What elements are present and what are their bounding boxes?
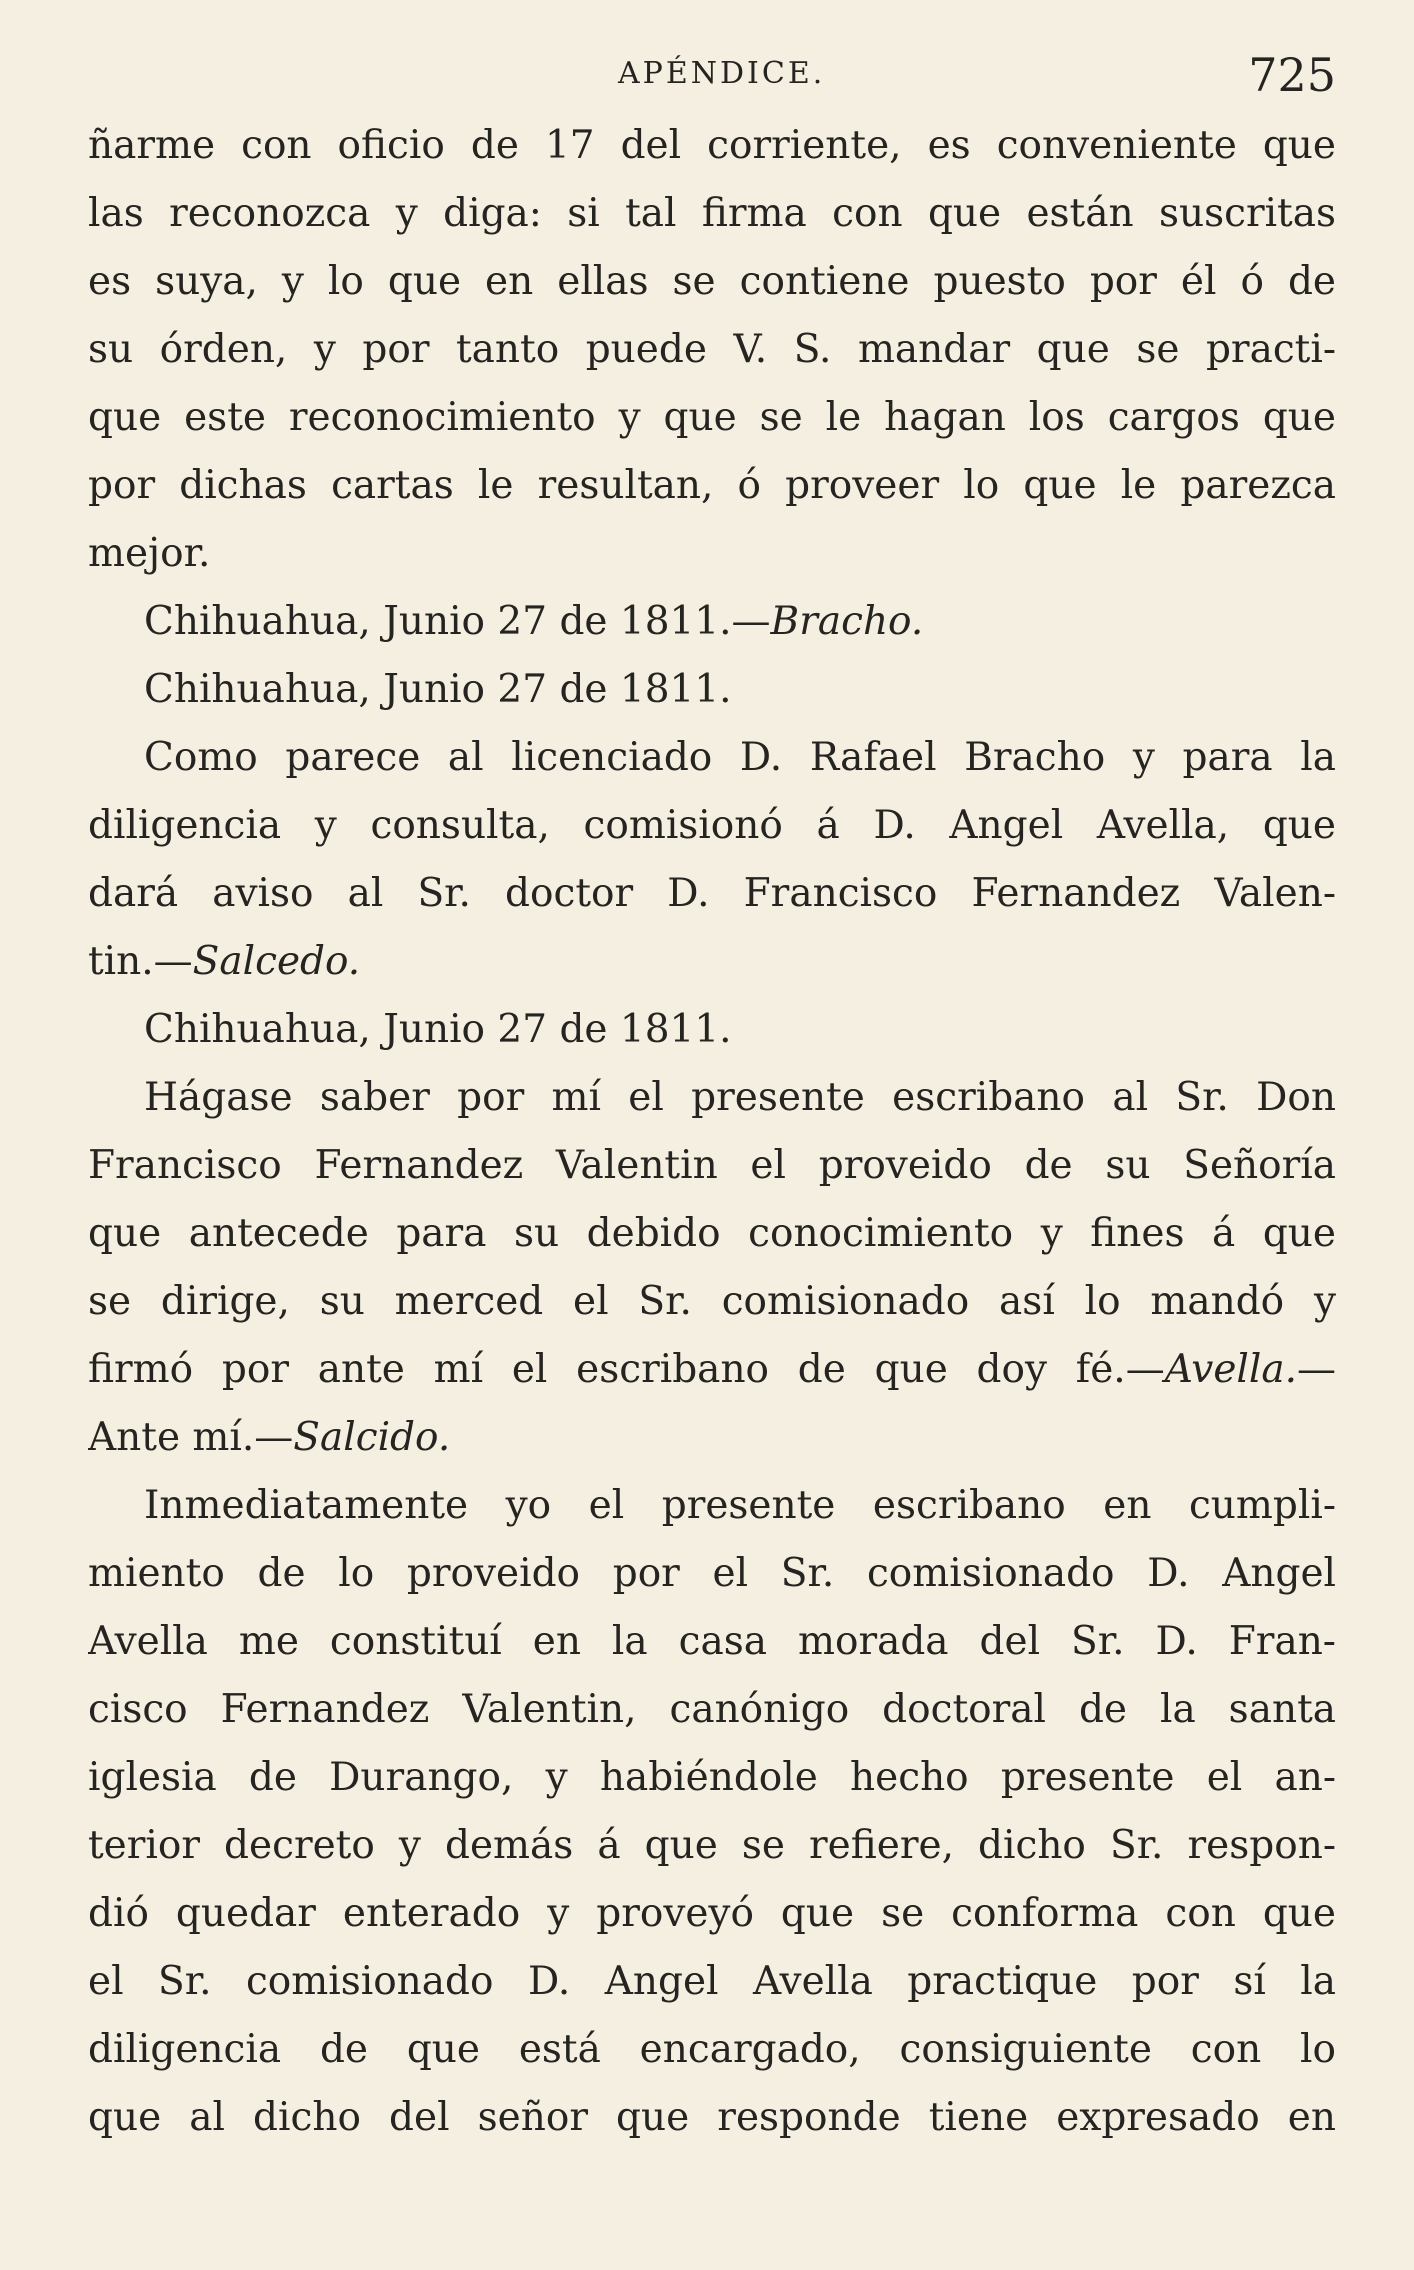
line-text: Hágase saber por mí el presente escribano al Sr. Don xyxy=(144,1075,1336,1120)
signature-name: Salcedo. xyxy=(192,939,361,984)
text-line xyxy=(88,180,1336,248)
line-text: firmó por ante mí el escribano de que doy fé.— xyxy=(88,1347,1165,1392)
text-line xyxy=(88,1880,1336,1948)
text-line xyxy=(88,1744,1336,1812)
line-text: Francisco Fernandez Valentin el proveido de su Señoría xyxy=(88,1143,1336,1188)
line-text: las reconozca y diga: si tal firma con que están suscritas xyxy=(88,191,1336,236)
line-text: Chihuahua, Junio 27 de 1811. xyxy=(144,1007,732,1052)
line-text: dió quedar enterado y proveyó que se conforma con que xyxy=(88,1891,1336,1936)
text-line xyxy=(88,1676,1336,1744)
running-head: APÉNDICE. xyxy=(618,56,826,91)
text-line xyxy=(88,112,1336,180)
text-line xyxy=(88,1336,1336,1404)
line-text: que al dicho del señor que responde tiene expresado en xyxy=(88,2095,1336,2140)
text-line xyxy=(88,1268,1336,1336)
text-line xyxy=(88,1948,1336,2016)
text-line xyxy=(88,520,1336,588)
line-text: iglesia de Durango, y habiéndole hecho presente el an- xyxy=(88,1755,1336,1800)
line-text: dará aviso al Sr. doctor D. Francisco Fernandez Valen- xyxy=(88,871,1336,916)
line-text: Ante mí.— xyxy=(88,1415,294,1460)
text-line xyxy=(88,1540,1336,1608)
line-text: cisco Fernandez Valentin, canónigo doctoral de la santa xyxy=(88,1687,1336,1732)
text-line xyxy=(88,316,1336,384)
line-text: por dichas cartas le resultan, ó proveer lo que le parezca xyxy=(88,463,1336,508)
line-text: se dirige, su merced el Sr. comisionado así lo mandó y xyxy=(88,1279,1336,1324)
signature-name: Bracho. xyxy=(770,599,924,644)
text-line xyxy=(88,1472,1336,1540)
line-text: ñarme con oficio de 17 del corriente, es conveniente que xyxy=(88,123,1336,168)
text-line xyxy=(88,2084,1336,2152)
line-text: mejor. xyxy=(88,531,211,576)
line-text: es suya, y lo que en ellas se contiene puesto por él ó de xyxy=(88,259,1336,304)
line-text: su órden, y por tanto puede V. S. mandar que se practi- xyxy=(88,327,1336,372)
line-text: tin.— xyxy=(88,939,193,984)
trailing-dash: — xyxy=(1297,1347,1336,1392)
line-text: miento de lo proveido por el Sr. comisionado D. Angel xyxy=(88,1551,1336,1596)
line-text: que antecede para su debido conocimiento y fines á que xyxy=(88,1211,1336,1256)
line-text: que este reconocimiento y que se le hagan los cargos que xyxy=(88,395,1336,440)
line-text: Chihuahua, Junio 27 de 1811. xyxy=(144,667,732,712)
line-text: diligencia de que está encargado, consiguiente con lo xyxy=(88,2027,1336,2072)
text-line xyxy=(88,656,1336,724)
line-text: diligencia y consulta, comisionó á D. Angel Avella, que xyxy=(88,803,1336,848)
text-line xyxy=(88,2016,1336,2084)
text-line xyxy=(88,860,1336,928)
text-line xyxy=(88,928,1336,996)
line-text: Avella me constituí en la casa morada del Sr. D. Fran- xyxy=(88,1619,1336,1664)
text-line xyxy=(88,248,1336,316)
text-line xyxy=(88,1404,1336,1472)
text-line xyxy=(88,452,1336,520)
line-text: terior decreto y demás á que se refiere, dicho Sr. respon- xyxy=(88,1823,1336,1868)
body-text xyxy=(88,112,1336,2152)
text-line xyxy=(88,1608,1336,1676)
text-line xyxy=(88,792,1336,860)
signature-name: Avella. xyxy=(1164,1347,1297,1392)
line-text: Inmediatamente yo el presente escribano en cumpli- xyxy=(144,1483,1336,1528)
line-text: Chihuahua, Junio 27 de 1811.— xyxy=(144,599,771,644)
signature-name: Salcido. xyxy=(293,1415,451,1460)
text-line xyxy=(88,588,1336,656)
text-line xyxy=(88,1200,1336,1268)
text-line xyxy=(88,996,1336,1064)
text-line xyxy=(88,724,1336,792)
text-line xyxy=(88,1064,1336,1132)
page-number: 725 xyxy=(1248,48,1336,102)
text-line xyxy=(88,384,1336,452)
line-text: el Sr. comisionado D. Angel Avella practique por sí la xyxy=(88,1959,1336,2004)
line-text: Como parece al licenciado D. Rafael Bracho y para la xyxy=(144,735,1336,780)
text-line xyxy=(88,1812,1336,1880)
text-line xyxy=(88,1132,1336,1200)
page-header xyxy=(88,48,1336,108)
